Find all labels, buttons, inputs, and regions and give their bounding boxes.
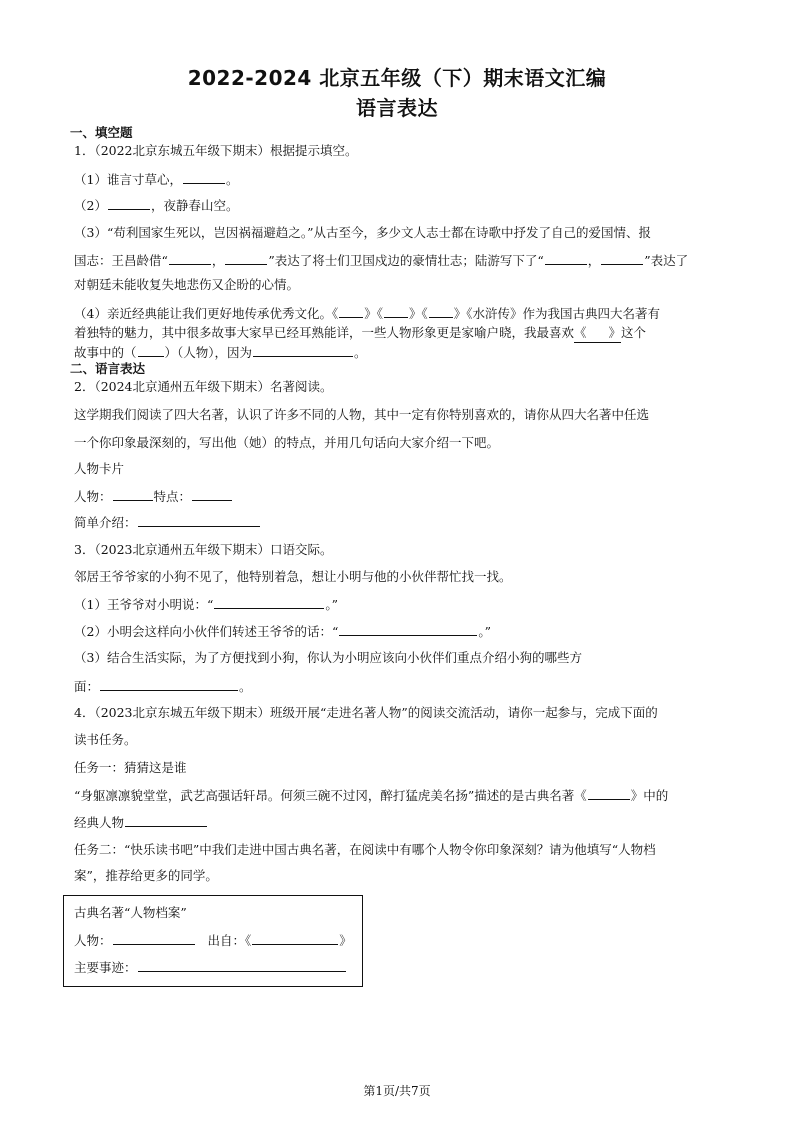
q4-task2-line2: 案”，推荐给更多的同学。 [74, 868, 218, 883]
q4-stem-line1: 4．（2023北京东城五年级下期末）班级开展“走进名著人物”的阅读交流活动，请你一起参与，完成下面的 [74, 705, 658, 720]
q3-part3-line1: （3）结合生活实际，为了方便找到小狗，你认为小明应该向小伙伴们重点介绍小狗的哪些方 [74, 650, 582, 665]
answer-blank[interactable] [601, 251, 643, 265]
answer-blank[interactable] [125, 813, 207, 827]
q4-task1-line1: “身躯凛凛貌堂堂，武艺高强话轩昂。何须三碗不过冈，醉打猛虎美名扬”描述的是古典名著《 》中的 [74, 788, 669, 803]
q2-line2: 一个你印象最深刻的，写出他（她）的特点，并用几句话向大家介绍一下吧。 [74, 435, 500, 450]
answer-blank[interactable] [100, 677, 238, 691]
answer-blank[interactable] [138, 343, 164, 357]
answer-blank[interactable] [214, 595, 324, 609]
q4-stem-line2: 读书任务。 [74, 732, 137, 747]
card-person-row: 人物： 出自：《 》 [74, 933, 352, 948]
q3-part2: （2）小明会这样向小伙伴们转述王爷爷的话：“ 。” [74, 624, 491, 639]
q2-stem: 2．（2024北京通州五年级下期末）名著阅读。 [74, 379, 333, 394]
answer-blank[interactable] [169, 251, 211, 265]
q3-part3-line2: 面： 。 [74, 679, 252, 694]
q2-line1: 这学期我们阅读了四大名著，认识了许多不同的人物，其中一定有你特别喜欢的，请你从四大名著中任选 [74, 407, 650, 422]
character-profile-card [63, 895, 363, 987]
answer-blank[interactable] [339, 304, 363, 318]
answer-blank[interactable] [252, 931, 338, 945]
answer-blank[interactable] [183, 170, 225, 184]
q1-part3-line2: 国志：王昌龄借“ ， ”表达了将士们卫国戍边的豪情壮志；陆游写下了“ ， ”表达了 [74, 253, 689, 268]
q1-part4-line3: 故事中的（ ）（人物），因为 。 [74, 345, 367, 360]
answer-blank[interactable] [113, 931, 195, 945]
q2-intro-row: 简单介绍： [74, 513, 261, 532]
q1-part4-line1: （4）亲近经典能让我们更好地传承优秀文化。《 》《 》《 》《水浒传》作为我国古典四大名著有 [74, 306, 661, 321]
section-heading-fill-blank: 一、填空题 [70, 125, 133, 140]
section-heading-language: 二、语言表达 [70, 361, 146, 376]
answer-blank[interactable] [138, 958, 346, 972]
page-footer: 第1页/共7页 [363, 1084, 431, 1098]
card-title: 古典名著“人物档案” [74, 905, 187, 920]
q4-task1-title: 任务一：猜猜这是谁 [74, 760, 187, 775]
answer-blank[interactable] [339, 622, 477, 636]
answer-blank[interactable] [225, 251, 267, 265]
q1-part3-line1: （3）“苟利国家生死以，岂因祸福避趋之。”从古至今，多少文人志士都在诗歌中抒发了自己的爱国情、报 [74, 225, 651, 240]
answer-blank[interactable] [138, 513, 260, 527]
q2-person-row: 人物： 特点： [74, 487, 233, 506]
answer-blank[interactable] [192, 487, 232, 501]
q4-task1-line2: 经典人物 [74, 813, 208, 832]
answer-blank[interactable] [429, 304, 453, 318]
answer-blank[interactable] [545, 251, 587, 265]
underlined-book-blank[interactable]: 《 》 [574, 324, 621, 343]
q3-stem: 3．（2023北京通州五年级下期末）口语交际。 [74, 542, 333, 557]
q3-part1: （1）王爷爷对小明说：“ 。” [74, 597, 338, 612]
answer-blank[interactable] [253, 343, 353, 357]
page-title: 2022-2024 北京五年级（下）期末语文汇编 [187, 66, 607, 90]
q1-part3-line3: 对朝廷未能收复失地悲伤又企盼的心情。 [74, 277, 300, 292]
page-subtitle: 语言表达 [356, 96, 438, 120]
q3-line1: 邻居王爷爷家的小狗不见了，他特别着急，想让小明与他的小伙伴帮忙找一找。 [74, 569, 512, 584]
q1-part1: （1）谁言寸草心， 。 [74, 172, 239, 187]
q2-card-title: 人物卡片 [74, 461, 125, 476]
q1-stem: 1．（2022北京东城五年级下期末）根据提示填空。 [74, 143, 358, 158]
card-deeds-row: 主要事迹： [74, 958, 347, 977]
answer-blank[interactable] [113, 487, 153, 501]
answer-blank[interactable] [108, 196, 150, 210]
q1-part2: （2） ，夜静春山空。 [74, 198, 239, 213]
q4-task2-line1: 任务二：“快乐读书吧”中我们走进中国古典名著，在阅读中有哪个人物令你印象深刻？请为他填写“人物档 [74, 842, 656, 857]
answer-blank[interactable] [384, 304, 408, 318]
answer-blank[interactable] [588, 786, 630, 800]
q1-part4-line2: 着独特的魅力，其中很多故事大家早已经耳熟能详，一些人物形象更是家喻户晓，我最喜欢《 》这个 [74, 324, 646, 343]
